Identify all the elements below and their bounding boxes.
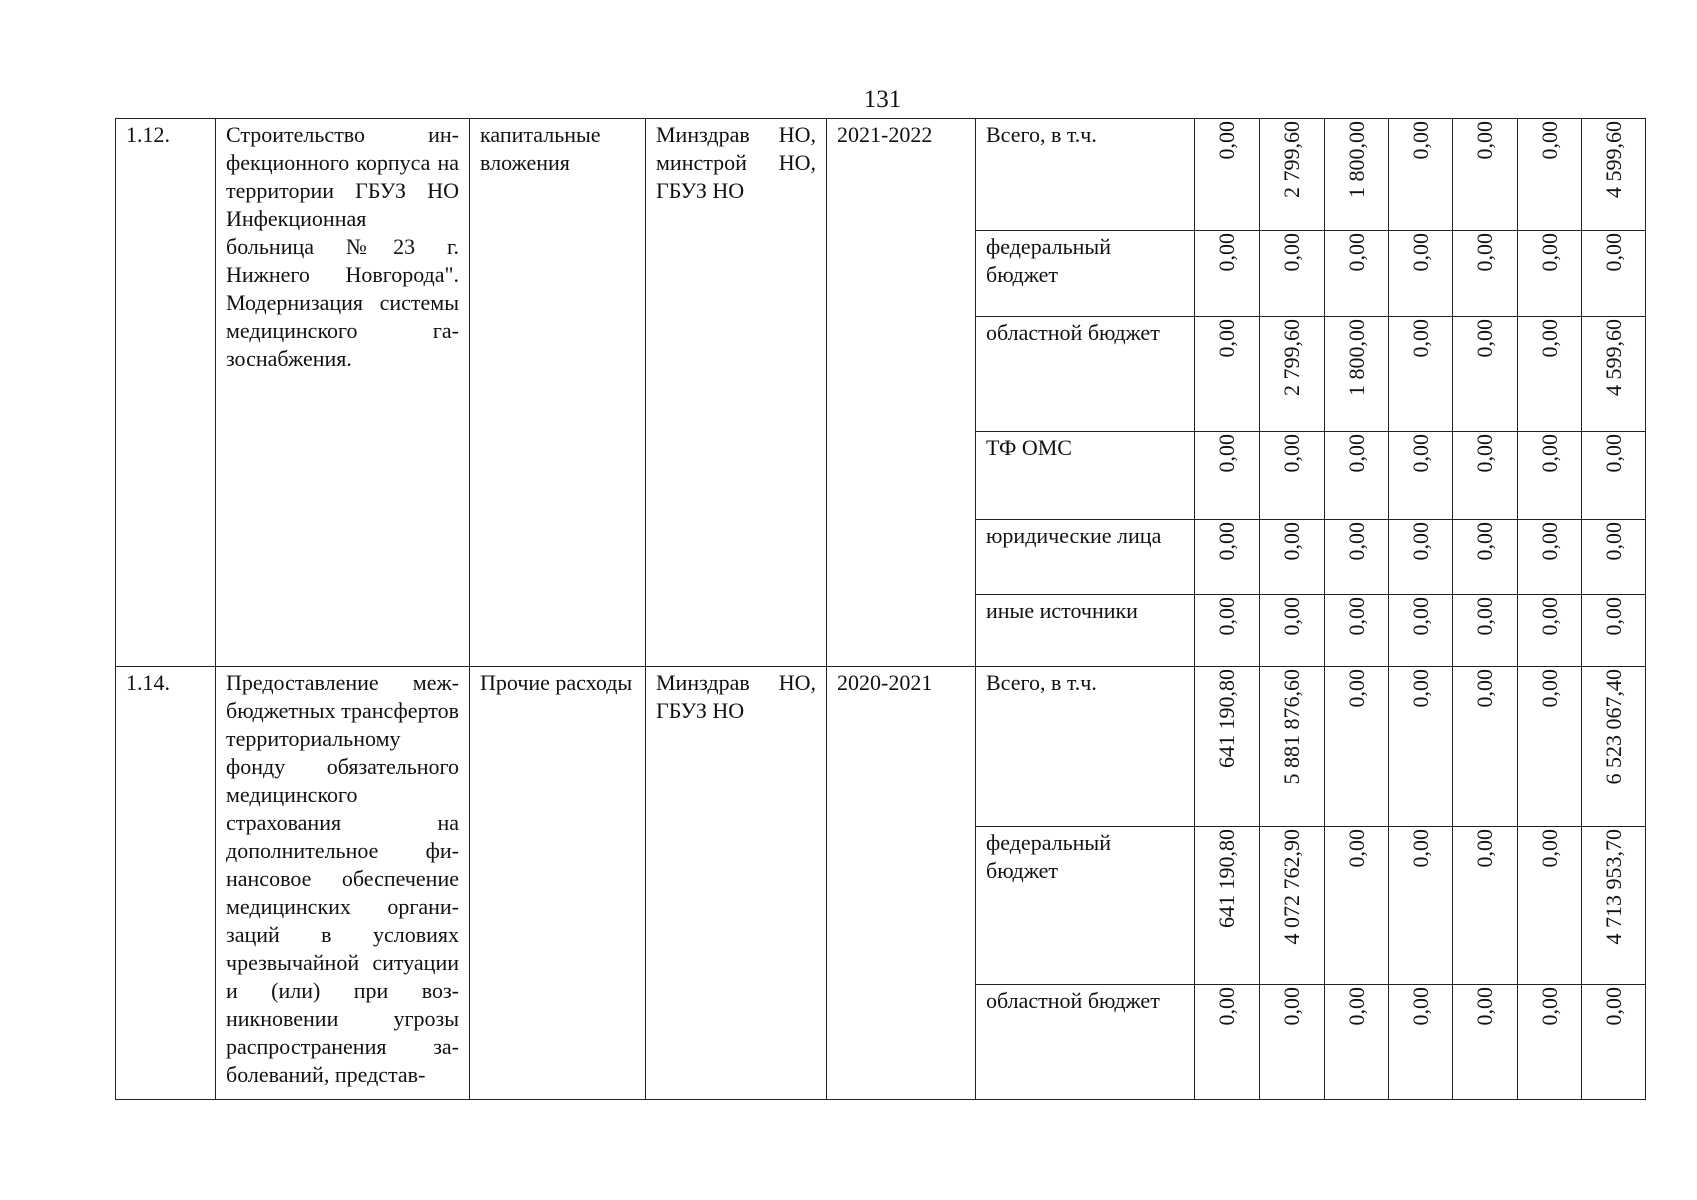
amount-value: 0,00 bbox=[1472, 434, 1497, 473]
amount-value: 0,00 bbox=[1407, 597, 1433, 636]
funding-source-label: ТФ ОМС bbox=[976, 432, 1195, 520]
amount-cell bbox=[1582, 667, 1646, 827]
amount-value: 0,00 bbox=[1472, 597, 1497, 636]
amount-cell bbox=[1453, 595, 1518, 667]
amount-cell bbox=[1453, 827, 1518, 985]
amount-cell bbox=[1582, 985, 1646, 1100]
amount-value: 0,00 bbox=[1343, 233, 1369, 272]
amount-cell bbox=[1582, 520, 1646, 595]
amount-value: 0,00 bbox=[1279, 233, 1304, 272]
amount-cell bbox=[1453, 432, 1518, 520]
amount-value: 0,00 bbox=[1214, 233, 1239, 272]
amount-value: 0,00 bbox=[1536, 829, 1562, 868]
amount-value: 4 713 953,70 bbox=[1600, 829, 1626, 945]
amount-cell bbox=[1389, 432, 1453, 520]
amount-value: 0,00 bbox=[1407, 319, 1433, 358]
amount-value: 0,00 bbox=[1214, 522, 1239, 561]
amount-cell bbox=[1518, 119, 1582, 231]
amount-cell bbox=[1260, 119, 1325, 231]
amount-cell bbox=[1582, 432, 1646, 520]
amount-value: 641 190,80 bbox=[1214, 669, 1239, 768]
amount-cell bbox=[1325, 432, 1389, 520]
amount-value: 0,00 bbox=[1536, 121, 1562, 160]
table-row bbox=[116, 119, 1646, 231]
amount-value: 0,00 bbox=[1343, 522, 1369, 561]
amount-value: 0,00 bbox=[1600, 233, 1626, 272]
period-cell: 2020-2021 bbox=[827, 667, 976, 1100]
amount-cell bbox=[1325, 119, 1389, 231]
amount-value: 6 523 067,40 bbox=[1600, 669, 1626, 785]
amount-cell bbox=[1325, 317, 1389, 432]
amount-value: 1 800,00 bbox=[1343, 319, 1369, 396]
amount-value: 0,00 bbox=[1600, 987, 1626, 1026]
amount-value: 0,00 bbox=[1407, 434, 1433, 473]
amount-value: 0,00 bbox=[1536, 434, 1562, 473]
amount-cell bbox=[1195, 119, 1260, 231]
amount-value: 0,00 bbox=[1407, 121, 1433, 160]
funding-source-label: иные источники bbox=[976, 595, 1195, 667]
amount-cell bbox=[1195, 595, 1260, 667]
amount-cell bbox=[1389, 520, 1453, 595]
amount-value: 0,00 bbox=[1472, 829, 1497, 868]
amount-value: 0,00 bbox=[1472, 522, 1497, 561]
amount-value: 0,00 bbox=[1407, 522, 1433, 561]
amount-value: 0,00 bbox=[1279, 597, 1304, 636]
expense-type-cell: капитальные вложения bbox=[470, 119, 646, 667]
amount-cell bbox=[1260, 231, 1325, 317]
amount-value: 0,00 bbox=[1343, 829, 1369, 868]
funding-source-label: федеральный бюджет bbox=[976, 231, 1195, 317]
amount-value: 0,00 bbox=[1472, 987, 1497, 1026]
amount-cell bbox=[1260, 985, 1325, 1100]
executor-cell: Минздрав НО, ГБУЗ НО bbox=[646, 667, 827, 1100]
amount-cell bbox=[1518, 432, 1582, 520]
amount-cell bbox=[1453, 985, 1518, 1100]
amount-value: 0,00 bbox=[1472, 319, 1497, 358]
amount-value: 0,00 bbox=[1407, 669, 1433, 708]
amount-value: 0,00 bbox=[1343, 669, 1369, 708]
amount-cell bbox=[1518, 595, 1582, 667]
amount-cell bbox=[1518, 317, 1582, 432]
amount-cell bbox=[1389, 119, 1453, 231]
amount-value: 0,00 bbox=[1536, 669, 1562, 708]
amount-cell bbox=[1582, 595, 1646, 667]
amount-cell bbox=[1260, 827, 1325, 985]
amount-cell bbox=[1389, 667, 1453, 827]
amount-cell bbox=[1325, 827, 1389, 985]
amount-value: 0,00 bbox=[1536, 233, 1562, 272]
expense-type-cell: Прочие расходы bbox=[470, 667, 646, 1100]
amount-cell bbox=[1582, 119, 1646, 231]
amount-value: 5 881 876,60 bbox=[1279, 669, 1304, 785]
amount-value: 0,00 bbox=[1343, 987, 1369, 1026]
funding-source-label: областной бюджет bbox=[976, 985, 1195, 1100]
amount-cell bbox=[1453, 317, 1518, 432]
item-name-cell: Строительство инфекционного корпуса на территории ГБУЗ НО Инфекционная больница №23 г. Нижнего Новгорода". Модернизация системы медицинского газоснабжения. bbox=[216, 119, 470, 667]
item-number-cell: 1.12. bbox=[116, 119, 216, 667]
amount-cell bbox=[1518, 827, 1582, 985]
amount-cell bbox=[1195, 317, 1260, 432]
amount-cell bbox=[1260, 595, 1325, 667]
amount-cell bbox=[1518, 231, 1582, 317]
amount-value: 0,00 bbox=[1214, 319, 1239, 358]
funding-source-label: Всего, в т.ч. bbox=[976, 667, 1195, 827]
item-number-cell: 1.14. bbox=[116, 667, 216, 1100]
amount-cell bbox=[1195, 667, 1260, 827]
amount-cell bbox=[1518, 985, 1582, 1100]
amount-value: 0,00 bbox=[1600, 522, 1626, 561]
amount-value: 0,00 bbox=[1472, 233, 1497, 272]
amount-cell bbox=[1325, 520, 1389, 595]
amount-cell bbox=[1325, 985, 1389, 1100]
amount-value: 0,00 bbox=[1536, 987, 1562, 1026]
amount-value: 0,00 bbox=[1472, 669, 1497, 708]
amount-value: 0,00 bbox=[1214, 597, 1239, 636]
table-row bbox=[116, 667, 1646, 827]
amount-cell bbox=[1389, 985, 1453, 1100]
amount-value: 4 599,60 bbox=[1600, 319, 1626, 396]
amount-value: 0,00 bbox=[1279, 987, 1304, 1026]
amount-cell bbox=[1453, 520, 1518, 595]
amount-cell bbox=[1389, 827, 1453, 985]
amount-cell bbox=[1453, 231, 1518, 317]
amount-value: 4 072 762,90 bbox=[1279, 829, 1304, 945]
amount-value: 2 799,60 bbox=[1279, 121, 1304, 198]
amount-cell bbox=[1195, 827, 1260, 985]
period-cell: 2021-2022 bbox=[827, 119, 976, 667]
funding-source-label: областной бюджет bbox=[976, 317, 1195, 432]
amount-value: 0,00 bbox=[1279, 522, 1304, 561]
amount-cell bbox=[1325, 667, 1389, 827]
amount-value: 641 190,80 bbox=[1214, 829, 1239, 928]
amount-value: 0,00 bbox=[1407, 233, 1433, 272]
amount-value: 0,00 bbox=[1600, 597, 1626, 636]
funding-source-label: Всего, в т.ч. bbox=[976, 119, 1195, 231]
amount-cell bbox=[1453, 119, 1518, 231]
amount-value: 0,00 bbox=[1472, 121, 1497, 160]
amount-value: 0,00 bbox=[1536, 597, 1562, 636]
amount-value: 2 799,60 bbox=[1279, 319, 1304, 396]
budget-table bbox=[115, 118, 1646, 1100]
amount-cell bbox=[1518, 667, 1582, 827]
amount-cell bbox=[1260, 317, 1325, 432]
amount-cell bbox=[1195, 231, 1260, 317]
amount-cell bbox=[1260, 667, 1325, 827]
amount-cell bbox=[1389, 595, 1453, 667]
item-name-cell: Предоставление межбюджетных трансфертов территориальному фонду обязательного медицинского страхования на дополнительное финансовое обеспечение медицинских организаций в условиях чрезвычайной ситуации и (или) при возникновении угрозы распространения заболеваний, представ- bbox=[216, 667, 470, 1100]
amount-value: 1 800,00 bbox=[1343, 121, 1369, 198]
amount-value: 0,00 bbox=[1279, 434, 1304, 473]
amount-cell bbox=[1453, 667, 1518, 827]
amount-cell bbox=[1389, 317, 1453, 432]
amount-value: 0,00 bbox=[1536, 522, 1562, 561]
funding-source-label: федеральный бюджет bbox=[976, 827, 1195, 985]
amount-value: 0,00 bbox=[1407, 829, 1433, 868]
amount-cell bbox=[1582, 827, 1646, 985]
amount-value: 0,00 bbox=[1214, 987, 1239, 1026]
amount-cell bbox=[1582, 231, 1646, 317]
amount-value: 0,00 bbox=[1407, 987, 1433, 1026]
amount-cell bbox=[1518, 520, 1582, 595]
amount-cell bbox=[1389, 231, 1453, 317]
amount-cell bbox=[1195, 432, 1260, 520]
amount-cell bbox=[1195, 985, 1260, 1100]
amount-cell bbox=[1325, 231, 1389, 317]
funding-source-label: юридические лица bbox=[976, 520, 1195, 595]
amount-cell bbox=[1195, 520, 1260, 595]
amount-value: 0,00 bbox=[1536, 319, 1562, 358]
executor-cell: Минздрав НО, минстрой НО, ГБУЗ НО bbox=[646, 119, 827, 667]
amount-cell bbox=[1260, 432, 1325, 520]
amount-cell bbox=[1260, 520, 1325, 595]
amount-value: 4 599,60 bbox=[1600, 121, 1626, 198]
amount-value: 0,00 bbox=[1214, 434, 1239, 473]
amount-value: 0,00 bbox=[1600, 434, 1626, 473]
amount-value: 0,00 bbox=[1214, 121, 1239, 160]
page-number: 131 bbox=[863, 86, 902, 113]
amount-value: 0,00 bbox=[1343, 597, 1369, 636]
amount-cell bbox=[1325, 595, 1389, 667]
amount-cell bbox=[1582, 317, 1646, 432]
amount-value: 0,00 bbox=[1343, 434, 1369, 473]
